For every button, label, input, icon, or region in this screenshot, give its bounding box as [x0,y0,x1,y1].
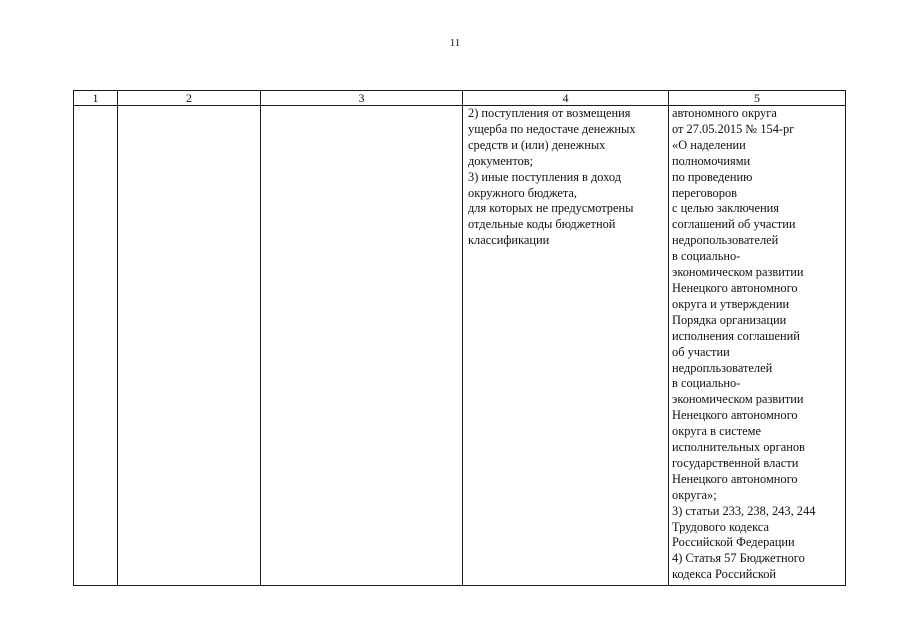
column-header-4: 4 [463,91,669,106]
column-header-3: 3 [261,91,463,106]
cell-text-col5: автономного округа от 27.05.2015 № 154-рг «О наделении полномочиями по проведению переговоров с целью заключения соглашений об участии недропользователей в социально- экономическом развитии Ненецкого автономного округа и утверждении Порядка организации исполнения соглашений об участии недропльзователей в социально- экономическом развитии Ненецкого автономного округа в системе исполнительных органов государственной власти Ненецкого автономного округа»; 3) статьи 233, 238, 243, 244 Трудового кодекса Российской Федерации 4) Статья 57 Бюджетного кодекса Российской [672,106,816,582]
table-cell-col2 [118,106,261,586]
column-header-5: 5 [669,91,846,106]
document-table [73,90,846,586]
page-number: 11 [449,37,461,49]
column-header-1: 1 [74,91,118,106]
table-cell-col3 [261,106,463,586]
cell-text-col4: 2) поступления от возмещения ущерба по недостаче денежных средств и (или) денежных документов; 3) иные поступления в доход окружного бюджета, для которых не предусмотрены отдельные коды бюджетной классификации [468,106,636,248]
table-header-row [74,91,846,106]
table-cell-col5 [669,106,846,586]
table-cell-col1 [74,106,118,586]
column-header-2: 2 [118,91,261,106]
table-row [74,106,846,586]
table-cell-col4 [463,106,669,586]
